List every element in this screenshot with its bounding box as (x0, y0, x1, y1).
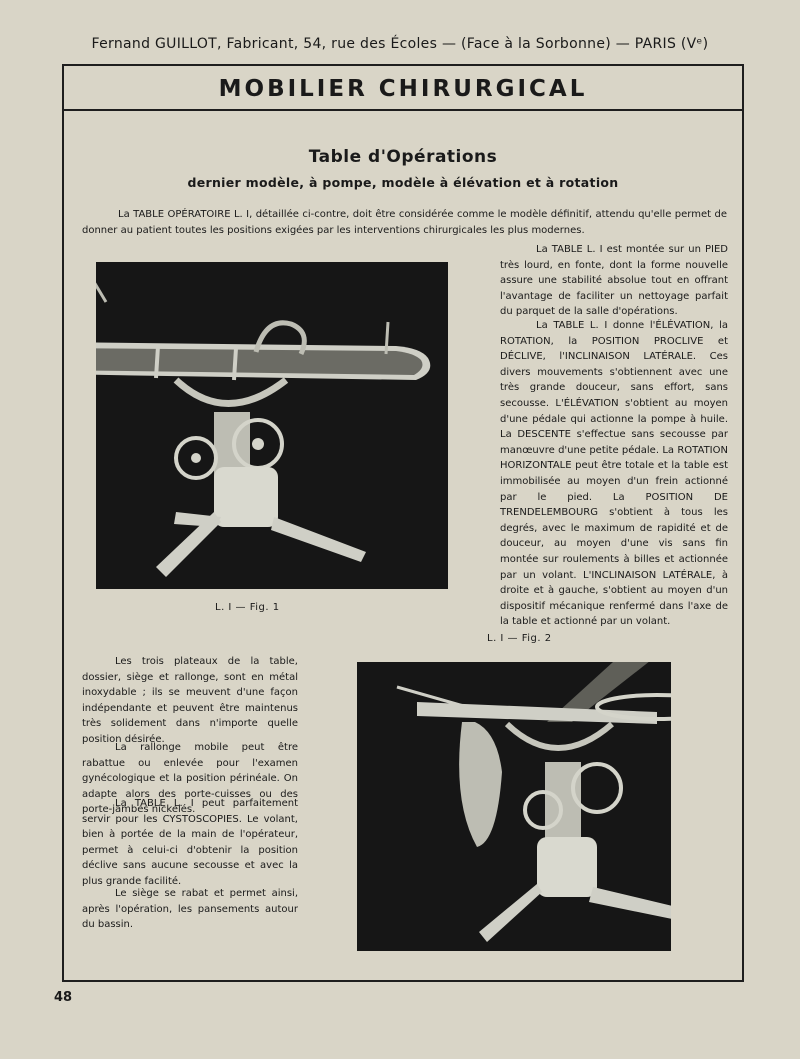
figure-1-photo (96, 262, 448, 589)
intro-paragraph: La TABLE OPÉRATOIRE L. I, détaillée ci-contre, doit être considérée comme le modèle définitif, attendu qu'elle permet de donner au patient toutes les positions exigées par les interventions chirurgicales les plus modernes. (82, 209, 727, 236)
page-header: Fernand GUILLOT, Fabricant, 54, rue des Écoles — (Face à la Sorbonne) — PARIS (Vᵉ) (91, 36, 709, 52)
left-paragraph-2: La rallonge mobile peut être rabattue ou enlevée pour l'examen gynécologique et la position périnéale. On adapte alors des porte-cuisses ou des porte-jambes nickelés. (82, 742, 298, 816)
operating-table-illustration-2 (357, 662, 671, 951)
figure-2-photo (357, 662, 671, 951)
operating-table-illustration-1 (96, 262, 448, 589)
figure-2-caption: L. I — Fig. 2 (487, 633, 552, 644)
left-paragraph-4: Le siège se rabat et permet ainsi, après l'opération, les pansements autour du bassin. (82, 888, 298, 931)
page-number: 48 (54, 990, 73, 1005)
right-paragraph-1: La TABLE L. I est montée sur un PIED très lourd, en fonte, dont la forme nouvelle assure une stabilité absolue tout en offrant l'avantage de faciliter un nettoyage parfait du parquet de la salle d'opérations. (500, 244, 728, 318)
article-title: Table d'Opérations (308, 147, 498, 167)
right-paragraph-2: La TABLE L. I donne l'ÉLÉVATION, la ROTATION, la POSITION PROCLIVE et DÉCLIVE, l'INCLINAISON LATÉRALE. Ces divers mouvements s'obtiennent avec une très grande douceur, sans effort, sans secousse. L'ÉLÉVATION s'obtient au moyen d'une pédale qui actionne la pompe à huile. La DESCENTE s'effectue sans secousse par manœuvre d'une petite pédale. La ROTATION HORIZONTALE peut être totale et la table est immobilisée au moyen d'un frein actionné par le pied. La POSITION DE TRENDELEMBOURG s'obtient à tous les degrés, avec le maximum de rapidité et de douceur, au moyen d'une vis sans fin montée sur roulements à billes et actionnée par un volant. L'INCLINAISON LATÉRALE, à droite et à gauche, s'obtient au moyen d'un dispositif mécanique renfermé dans l'axe de la table et actionné par un volant. (500, 320, 728, 628)
figure-1-caption: L. I — Fig. 1 (215, 602, 280, 613)
left-paragraph-1: Les trois plateaux de la table, dossier, siège et rallonge, sont en métal inoxydable ; ils se meuvent d'une façon indépendante et peuvent être maintenus très solidement dans n'importe quelle position désirée. (82, 656, 298, 745)
article-subtitle: dernier modèle, à pompe, modèle à élévation et à rotation (187, 175, 619, 190)
left-paragraph-3: La TABLE L. I peut parfaitement servir pour les CYSTOSCOPIES. Le volant, bien à portée de la main de l'opérateur, permet à celui-ci d'obtenir la position déclive sans aucune secousse et avec la plus grande facilité. (82, 798, 298, 887)
section-title: MOBILIER CHIRURGICAL (62, 64, 744, 111)
